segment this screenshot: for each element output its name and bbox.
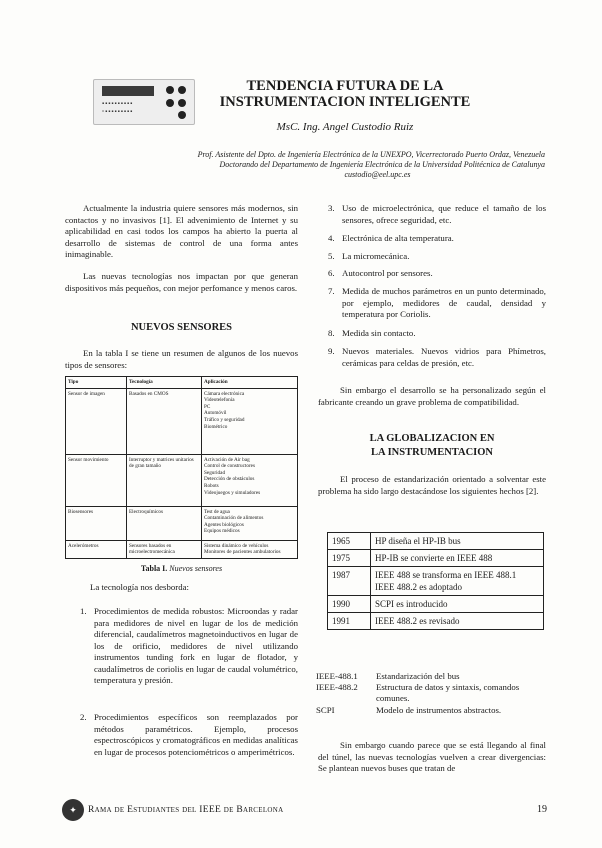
definition-term: IEEE-488.1 — [316, 671, 358, 681]
definition-row — [316, 705, 546, 716]
list-item — [328, 251, 546, 263]
list-item — [328, 233, 546, 245]
definition-desc: Modelo de instrumentos abstractos. — [376, 704, 502, 715]
list-text: Uso de microelectrónica, que reduce el tamaño de los sensores, ofrece seguridad, etc. — [342, 203, 546, 225]
table-row — [328, 596, 544, 613]
table-header: Aplicación — [202, 377, 298, 389]
table-row — [328, 613, 544, 630]
instrument-image — [93, 79, 195, 125]
table-cell: Basados en CMOS — [127, 388, 202, 454]
knob-icon — [166, 86, 174, 94]
sensors-table — [65, 376, 298, 559]
footer-text: Rama de Estudiantes del IEEE de Barcelona — [88, 805, 284, 815]
list-item — [80, 712, 298, 758]
table-row — [328, 533, 544, 550]
year-cell: 1987 — [328, 567, 371, 596]
paragraph: Actualmente la industria quiere sensores más modernos, sin contactos y no invasivos [1]. El advenimiento de Internet y su aplicabilidad en casi todos los campos ha abierto la puerta al desarrollo de sistemas de control de una forma antes inimaginable. — [65, 203, 298, 259]
list-number: 1. — [80, 606, 87, 616]
caption-label: Tabla I. — [140, 564, 168, 573]
event-cell: HP diseña el HP-IB bus — [371, 533, 544, 550]
affiliation-line: Prof. Asistente del Dpto. de Ingeniería Electrónica de la UNEXPO, Vicerrectorado Puerto Ordaz, Venezuela — [197, 150, 545, 159]
definition-row — [316, 682, 546, 704]
caption-text: Nuevos sensores — [169, 564, 223, 573]
paragraph: La tecnología nos desborda: — [90, 582, 189, 592]
article-title: TENDENCIA FUTURA DE LA INSTRUMENTACION INTELIGENTE — [219, 78, 471, 110]
definition-row — [316, 671, 546, 682]
email: custodio@eel.upc.es — [344, 170, 411, 179]
table-cell: Acelerómetros — [66, 540, 127, 558]
list-text: Electrónica de alta temperatura. — [342, 233, 454, 243]
table-cell: Activación de Air bag Control de constructores Seguridad Detección de obstáculos Robots Videojuegos y simuladores — [202, 454, 298, 506]
page-number: 19 — [537, 804, 547, 815]
affiliation-line: Doctorando del Departamento de Ingeniería Electrónica de la Universidad Politécnica de Catalunya — [219, 160, 545, 169]
table-row — [66, 454, 298, 506]
instrument-keypad: ▪▪▪▪▪▪▪▪▪▪ — [102, 101, 134, 107]
list-number: 3. — [328, 203, 335, 213]
list-number: 4. — [328, 233, 335, 243]
table-row — [328, 567, 544, 596]
knob-icon — [178, 99, 186, 107]
table-cell: Interruptor y matrices unitarios de gran tamaño — [127, 454, 202, 506]
event-cell: IEEE 488.2 es revisado — [371, 613, 544, 630]
knob-icon — [166, 99, 174, 107]
list-number: 8. — [328, 328, 335, 338]
definition-term: IEEE-488.2 — [316, 682, 358, 693]
list-text: Medida de muchos parámetros en un punto determinado, por ejemplo, medidores de caudal, densidad y temperatura por Coriolis. — [342, 286, 546, 319]
list-text: Nuevos materiales. Nuevos vidrios para Phímetros, cerámicas para celdas de presión, etc. — [342, 346, 546, 368]
event-cell: HP-IB se convierte en IEEE 488 — [371, 550, 544, 567]
ieee-emblem-icon: ✦ — [62, 799, 84, 821]
affiliation — [130, 150, 545, 180]
table-caption — [65, 564, 298, 573]
author: MsC. Ing. Angel Custodio Ruiz — [276, 121, 414, 133]
table-header-row — [66, 377, 298, 389]
table-cell: Biosensores — [66, 506, 127, 540]
event-cell: IEEE 488 se transforma en IEEE 488.1 IEEE 488.2 es adoptado — [371, 567, 544, 596]
paragraph: El proceso de estandarización orientado a solventar este problema ha sido largo destacándose los siguientes hechos [2]. — [318, 474, 546, 496]
list-text: Procedimientos específicos son reemplazados por métodos paramétricos. Ejemplo, procesos espectroscópicos y cromatográficos en medidas analíticas en lugar de procesos potenciométricos o amperimétricos. — [94, 712, 298, 757]
table-row — [66, 388, 298, 454]
knob-icon — [178, 111, 186, 119]
list-number: 6. — [328, 268, 335, 278]
definition-term: SCPI — [316, 704, 335, 715]
table-cell: Electroquímicos — [127, 506, 202, 540]
year-cell: 1991 — [328, 613, 371, 630]
list-text: Autocontrol por sensores. — [342, 268, 433, 278]
list-item — [328, 203, 546, 226]
table-row — [328, 550, 544, 567]
table-row — [66, 506, 298, 540]
list-text: Medida sin contacto. — [342, 328, 416, 338]
table-cell: Test de agua Contaminación de alimentos Agentes biológicos Equipos médicos — [202, 506, 298, 540]
definition-desc: Estandarización del bus — [376, 671, 460, 681]
list-item — [328, 268, 546, 280]
event-cell: SCPI es introducido — [371, 596, 544, 613]
instrument-keypad-row: ▫▪▪▪▪▪▪▪▪▪ — [102, 109, 134, 115]
list-item — [328, 328, 546, 340]
year-cell: 1990 — [328, 596, 371, 613]
paragraph: Las nuevas tecnologías nos impactan por que generan dispositivos más pequeños, con mejor perfomance y menos caros. — [65, 271, 298, 293]
footer — [62, 799, 547, 823]
table-cell: Sensor movimiento — [66, 454, 127, 506]
list-item — [80, 606, 298, 687]
list-text: La micromecánica. — [342, 251, 410, 261]
table-row — [66, 540, 298, 558]
table-cell: Sensor de imagen — [66, 388, 127, 454]
table-cell: Sensores basados en microelectromecánica — [127, 540, 202, 558]
paragraph: En la tabla I se tiene un resumen de algunos de los nuevos tipos de sensores: — [65, 348, 298, 370]
section-heading: NUEVOS SENSORES — [130, 322, 233, 333]
list-number: 2. — [80, 712, 87, 722]
definition-desc: Estructura de datos y sintaxis, comandos comunes. — [376, 682, 520, 704]
year-cell: 1965 — [328, 533, 371, 550]
section-heading: LA GLOBALIZACION EN LA INSTRUMENTACION — [369, 433, 495, 458]
table-cell: Sistema dinámico de vehículos Monitores de pacientes ambulatorios — [202, 540, 298, 558]
list-number: 9. — [328, 346, 335, 356]
table-header: Tecnología — [127, 377, 202, 389]
table-header: Tipo — [66, 377, 127, 389]
standards-timeline-table — [327, 532, 544, 630]
list-item — [328, 346, 546, 369]
year-cell: 1975 — [328, 550, 371, 567]
list-number: 7. — [328, 286, 335, 296]
definition-list — [316, 671, 546, 716]
knob-icon — [178, 86, 186, 94]
table-cell: Cámara electrónica Videotelefonía PC Automóvil Tráfico y seguridad Biométrico — [202, 388, 298, 454]
list-number: 5. — [328, 251, 335, 261]
list-item — [328, 286, 546, 321]
paragraph: Sin embargo el desarrollo se ha personalizado según el fabricante creando un grave problema de compatibilidad. — [318, 385, 546, 407]
instrument-display — [102, 86, 154, 96]
list-text: Procedimientos de medida robustos: Microondas y radar para medidores de nivel en lugar de los de medición diferencial, caudalímetros magnetoinductivos en lugar de los de orificio, medidores de nivel utilizando instrumentos tunding fork en lugar de flotador, y caudalímetros de coriolis en lugar de caudal volumétrico, temperatura y presión. — [94, 606, 298, 685]
paragraph: Sin embargo cuando parece que se está llegando al final del túnel, las nuevas tecnologías vuelven a crear divergencias: Se plantean nuevos buses que tratan de — [318, 740, 546, 773]
